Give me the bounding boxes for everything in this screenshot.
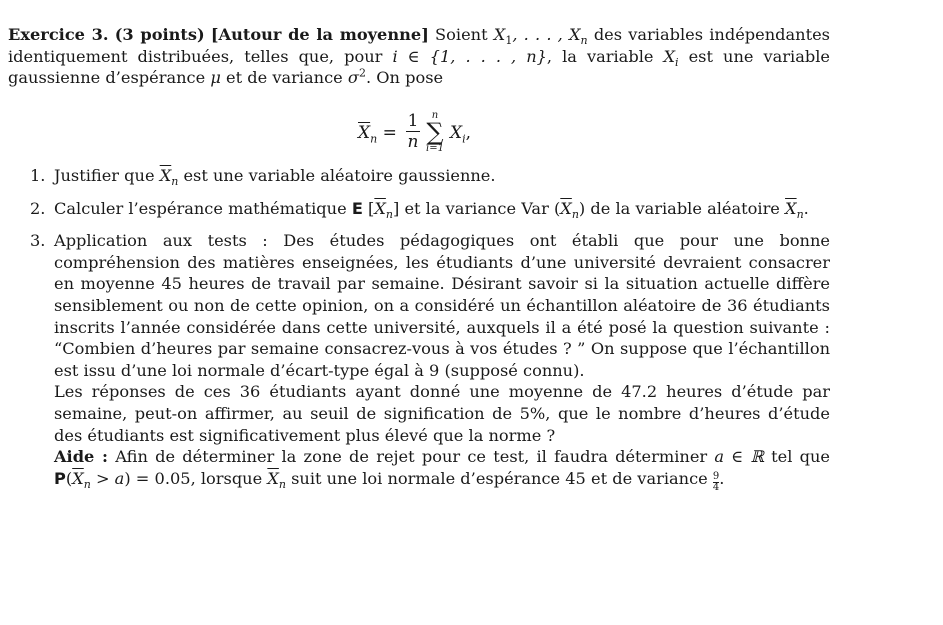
question-1-text-b: est une variable aléatoire gaussienne. [178,166,496,185]
exercise-points: (3 points) [114,25,205,44]
variance-fraction-num: 9 [712,470,720,482]
question-3-paragraph-2: Les réponses de ces 36 étudiants ayant donné une moyenne de 47.2 heures d’étude par semaine, peut-on affirmer, au seuil de signification de 5%, que le nombre d’heures d’étude des étudiants est significativement plus élevé que la norme ? [54,382,830,445]
math-variance: Var $(\overline{X}_n)$ [521,198,586,221]
math-x1-xn: $X_1$, . . . , $X_n$ [493,25,588,48]
hint-text-c: , lorsque [190,468,268,488]
question-number: 2. [30,198,46,218]
intro-text-a: Soient [428,25,494,44]
math-xbar-n: $\overline{X}_n$ [159,166,179,189]
sum-lower-bound: i=1 [426,143,444,154]
formula-denominator: n [407,132,419,152]
question-number: 3. [30,231,46,251]
math-i-in-set: i ∈ {1, . . . , n} [392,46,547,66]
intro-text-e: et de variance [220,68,348,88]
question-2-text-c: de la variable aléatoire [585,198,786,218]
formula-fraction [406,111,420,152]
question-1 [30,165,830,187]
math-mu: μ [210,68,221,88]
question-2-text-d: . [803,198,809,218]
formula-lhs: $\overline{X}_n$ = [358,123,397,146]
intro-text-f: . On pose [365,68,444,88]
intro-text-c: , la variable [546,46,664,66]
sum-upper-bound: n [431,110,439,121]
exercise-theme: [Autour de la moyenne] [210,25,429,44]
math-expectation: E $[\overline{X}_n]$ [351,198,400,221]
hint-label: Aide : [54,447,109,467]
question-3-paragraph-1: Application aux tests : Des études pédagogiques ont établi que pour une bonne compréhension des matières enseignées, les étudiants d’une université devraient consacrer en moyenne 45 heures de travail par semaine. Désirant savoir si la situation actuelle diffère sensiblement ou non de cette opinion, on a considéré un échantillon aléatoire de 36 étudiants inscrits l’année considérée dans cette université, auxquels il a été posé la question suivante : “Combien d’heures par semaine consacrez-vous à vos études ? ” On suppose que l’échantillon est issu d’une loi normale d’écart-type égal à 9 (supposé connu). [54,231,830,380]
question-3 [30,230,830,493]
math-xbar-n: $\overline{X}_n$ [785,198,804,221]
sigma-glyph: ∑ [426,118,444,146]
question-2 [30,198,830,220]
question-2-text-a: Calculer l’espérance mathématique [54,198,352,218]
math-probability: $P(\overline{X}_n > a) = 0.05$ [54,468,191,491]
math-sigma2: $\sigma^2$ [347,66,366,88]
question-2-text-b: et la variance [399,198,522,218]
exercise-label: Exercice 3. [8,25,109,44]
math-a-in-r: a ∈ ℝ [714,447,764,467]
mean-definition-formula [358,109,558,157]
question-number: 1. [30,166,46,185]
intro-text-b: des variables indépendantes identiquement distribuées, telles que, pour [8,25,830,66]
sum-symbol [421,111,449,155]
formula-numerator: 1 [407,111,419,131]
exercise-intro [8,24,830,89]
question-1-text-a: Justifier que [54,166,160,185]
question-list [30,165,830,504]
hint-text-b: tel que [763,447,830,467]
math-xbar-n: $\overline{X}_n$ [267,468,286,491]
hint-end: . [719,468,725,488]
variance-fraction-den: 4 [712,481,720,493]
formula-rhs: $X_i$, [450,123,472,146]
intro-text-d: est une variable gaussienne d’espérance [8,46,830,88]
math-xi: $X_i$ [663,46,679,69]
hint-text-d: suit une loi normale d’espérance 45 et de variance [285,468,713,488]
hint-text-a: Afin de déterminer la zone de rejet pour ce test, il faudra déterminer [108,447,715,467]
